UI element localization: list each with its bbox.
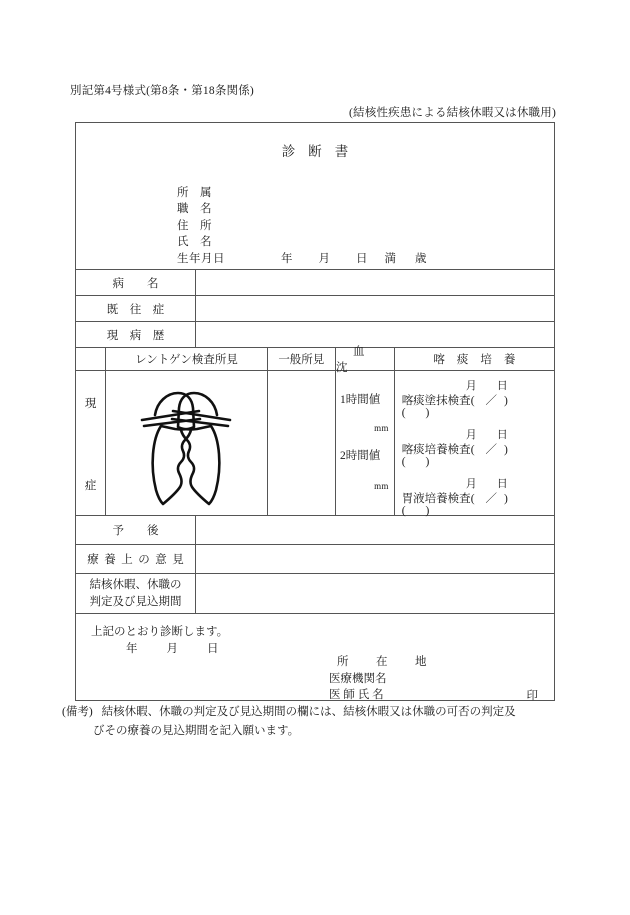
culture-date-labels-3 xyxy=(466,475,508,491)
declaration-block xyxy=(76,614,555,700)
culture-result-close-2: ) xyxy=(425,456,430,468)
row-disease-name xyxy=(76,270,555,296)
input-judgement-period[interactable] xyxy=(196,574,555,613)
culture-month-3: 月 xyxy=(465,478,477,490)
birthdate-label: 生年月日 xyxy=(177,252,225,265)
culture-paren-open-3: ( xyxy=(470,493,475,505)
label-present-condition xyxy=(76,371,106,515)
lung-diagram-icon xyxy=(106,371,266,515)
row-past-history xyxy=(76,296,555,322)
label-disease-name: 病 名 xyxy=(76,270,196,295)
culture-name-3 xyxy=(402,490,508,506)
culture-day-3: 日 xyxy=(496,478,508,490)
page-title: 診断書 xyxy=(281,144,362,159)
age-unit: 歳 xyxy=(415,252,427,265)
culture-slash-1: ／ xyxy=(485,395,498,407)
birthdate-month: 月 xyxy=(318,252,330,265)
column-header-sputum-culture: 喀痰培養 xyxy=(395,348,555,370)
declaration-month: 月 xyxy=(166,643,178,655)
culture-month-2: 月 xyxy=(465,429,477,441)
remarks-line-2: びその療養の見込期間を記入願います。 xyxy=(93,725,300,737)
label-hour1: 1時間値 xyxy=(340,394,381,406)
form-purpose-note: (結核性疾患による結核休暇又は休職用) xyxy=(349,107,556,119)
xray-findings-cell[interactable] xyxy=(106,371,267,515)
label-judgement-period xyxy=(76,574,196,613)
seal-mark: 印 xyxy=(526,690,538,702)
culture-slash-2: ／ xyxy=(485,444,498,456)
culture-day-1: 日 xyxy=(496,380,508,392)
age-prefix: 満 xyxy=(384,252,396,265)
culture-result-open-1: ( xyxy=(401,407,406,419)
general-findings-cell[interactable] xyxy=(268,371,336,515)
judgement-label-line2: 判定及び見込期間 xyxy=(89,595,182,608)
culture-name-2 xyxy=(402,441,508,457)
label-prognosis: 予 後 xyxy=(76,516,196,544)
culture-paren-close-1: ) xyxy=(504,395,508,407)
label-location: 所 在 地 xyxy=(337,656,435,668)
remarks-head: (備考) xyxy=(62,706,93,718)
label-hour2: 2時間値 xyxy=(340,450,381,462)
unit-hour1: mm xyxy=(374,423,389,433)
remarks-text-1: 結核休暇、休職の判定及び見込期間の欄には、結核休暇又は休職の可否の判定及 xyxy=(101,706,516,718)
row-treatment-opinion xyxy=(76,545,555,574)
culture-result-2[interactable] xyxy=(402,456,430,468)
label-present-history: 現 病 歴 xyxy=(76,322,196,347)
declaration-year: 年 xyxy=(126,643,138,655)
row-judgement-period xyxy=(76,574,555,614)
culture-test-label-2: 喀痰培養検査 xyxy=(401,444,471,456)
declaration-row xyxy=(76,614,555,701)
sputum-culture-cell[interactable] xyxy=(395,371,555,515)
column-header-blood-sedimentation: 血沈 xyxy=(336,348,395,370)
culture-day-2: 日 xyxy=(496,429,508,441)
label-treatment-opinion: 療養上の意見 xyxy=(76,545,196,573)
present-condition-char-1: 現 xyxy=(84,398,97,410)
blood-sedimentation-cell[interactable] xyxy=(336,371,395,515)
judgement-label-line1: 結核休暇、休職の xyxy=(89,579,182,591)
column-header-xray: レントゲン検査所見 xyxy=(106,348,267,370)
culture-paren-open-1: ( xyxy=(470,395,475,407)
form-code: 別記第4号様式(第8条・第18条関係) xyxy=(70,85,254,97)
declaration-date[interactable] xyxy=(126,640,219,656)
culture-slash-3: ／ xyxy=(485,493,498,505)
field-affiliation: 所 属 xyxy=(177,187,212,199)
unit-hour2: mm xyxy=(374,481,389,491)
declaration-day: 日 xyxy=(207,643,219,655)
input-disease-name[interactable] xyxy=(196,270,555,295)
culture-result-open-3: ( xyxy=(401,505,406,517)
culture-test-label-1: 喀痰塗抹検査 xyxy=(401,395,471,407)
remarks-note xyxy=(62,703,582,741)
culture-paren-close-3: ) xyxy=(504,493,508,505)
culture-result-open-2: ( xyxy=(401,456,406,468)
culture-test-label-3: 胃液培養検査 xyxy=(401,493,471,505)
field-job-title: 職 名 xyxy=(177,203,212,216)
identity-block xyxy=(76,123,555,269)
culture-date-labels-1 xyxy=(466,377,508,393)
row-prognosis xyxy=(76,516,555,545)
signature-fields xyxy=(329,654,435,704)
culture-result-close-1: ) xyxy=(425,407,430,419)
culture-paren-open-2: ( xyxy=(470,444,475,456)
input-treatment-opinion[interactable] xyxy=(196,545,555,573)
field-name: 氏 名 xyxy=(177,236,212,249)
culture-result-1[interactable] xyxy=(402,407,430,419)
identity-fields xyxy=(177,185,427,267)
culture-paren-close-2: ) xyxy=(504,444,508,456)
culture-name-1 xyxy=(402,392,508,408)
identity-row xyxy=(76,123,555,270)
remarks-line-1 xyxy=(62,703,582,722)
birthdate-year: 年 xyxy=(281,252,293,265)
present-condition-char-2: 症 xyxy=(84,480,97,492)
label-institution: 医療機関名 xyxy=(329,672,387,685)
input-past-history[interactable] xyxy=(196,296,555,321)
field-address: 住 所 xyxy=(177,219,212,232)
field-birthdate xyxy=(177,251,427,267)
declaration-statement: 上記のとおり診断します。 xyxy=(91,626,229,638)
culture-month-1: 月 xyxy=(465,380,477,392)
birthdate-day: 日 xyxy=(356,252,368,265)
column-header-general: 一般所見 xyxy=(268,348,336,370)
certificate-table xyxy=(75,122,555,701)
culture-result-close-3: ) xyxy=(425,505,430,517)
row-present-history xyxy=(76,322,555,348)
label-doctor-name: 医 師 氏 名 xyxy=(329,689,384,701)
input-prognosis[interactable] xyxy=(196,516,555,544)
findings-header-row xyxy=(76,346,555,374)
label-past-history: 既 往 症 xyxy=(76,296,196,321)
findings-body-row xyxy=(76,371,555,516)
findings-corner-cell xyxy=(76,348,106,370)
culture-date-labels-2 xyxy=(466,426,508,442)
